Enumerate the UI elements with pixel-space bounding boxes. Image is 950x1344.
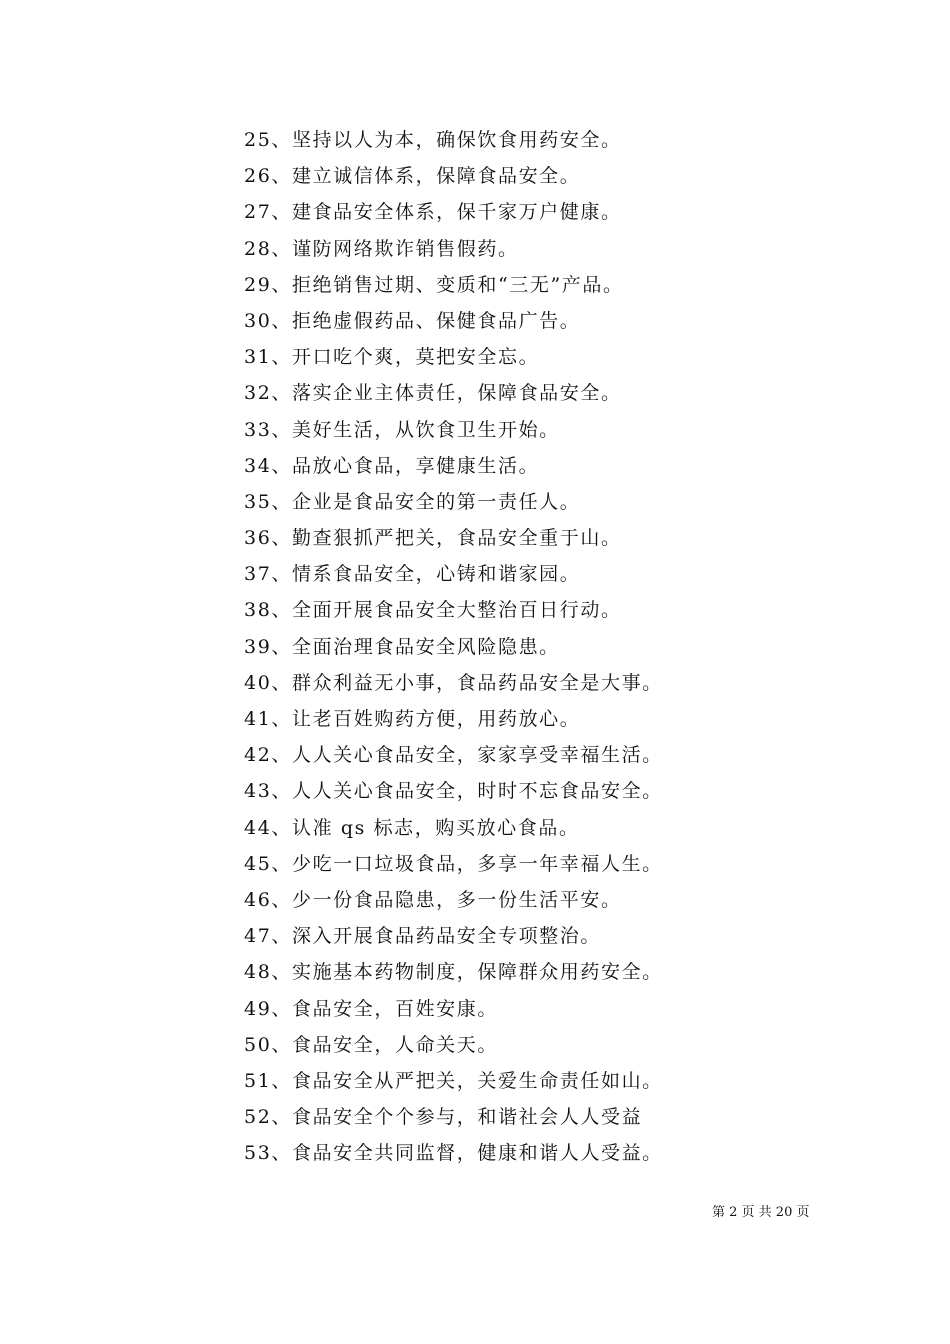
slogan-line: 49、食品安全，百姓安康。: [244, 997, 498, 1020]
slogan-line: 44、认准 qs 标志，购买放心食品。: [244, 816, 580, 839]
slogan-line: 45、少吃一口垃圾食品，多享一年幸福人生。: [244, 852, 663, 875]
slogan-line: 27、建食品安全体系，保千家万户健康。: [244, 201, 622, 224]
slogan-line: 28、谨防网络欺诈销售假药。: [244, 237, 519, 260]
slogan-line: 30、拒绝虚假药品、保健食品广告。: [244, 309, 581, 332]
slogan-line: 51、食品安全从严把关，关爱生命责任如山。: [244, 1069, 663, 1092]
slogan-line: 48、实施基本药物制度，保障群众用药安全。: [244, 961, 663, 984]
slogan-line: 52、食品安全个个参与，和谐社会人人受益: [244, 1106, 643, 1129]
slogan-line: 42、人人关心食品安全，家家享受幸福生活。: [244, 744, 663, 767]
slogan-line: 32、落实企业主体责任，保障食品安全。: [244, 382, 622, 405]
slogan-line: 31、开口吃个爽，莫把安全忘。: [244, 346, 540, 369]
slogan-line: 26、建立诚信体系，保障食品安全。: [244, 165, 581, 188]
slogan-line: 25、坚持以人为本，确保饮食用药安全。: [244, 129, 622, 151]
slogan-line: 39、全面治理食品安全风险隐患。: [244, 635, 560, 658]
slogan-list: [244, 122, 663, 1171]
slogan-line: 38、全面开展食品安全大整治百日行动。: [244, 599, 622, 622]
slogan-line: 47、深入开展食品药品安全专项整治。: [244, 925, 601, 948]
slogan-line: 29、拒绝销售过期、变质和“三无”产品。: [244, 273, 624, 296]
slogan-line: 50、食品安全，人命关天。: [244, 1033, 498, 1056]
slogan-line: 36、勤查狠抓严把关，食品安全重于山。: [244, 527, 622, 550]
slogan-line: 33、美好生活，从饮食卫生开始。: [244, 418, 560, 441]
slogan-line: 37、情系食品安全，心铸和谐家园。: [244, 563, 581, 586]
slogan-line: 43、人人关心食品安全，时时不忘食品安全。: [244, 780, 663, 803]
slogan-line: 34、品放心食品，享健康生活。: [244, 454, 540, 477]
slogan-line: 46、少一份食品隐患，多一份生活平安。: [244, 888, 622, 911]
slogan-line: 53、食品安全共同监督，健康和谐人人受益。: [244, 1142, 663, 1165]
slogan-line: 35、企业是食品安全的第一责任人。: [244, 490, 581, 513]
page-number-footer: 第 2 页 共 20 页: [712, 1205, 810, 1220]
slogan-line: 40、群众利益无小事，食品药品安全是大事。: [244, 671, 663, 694]
slogan-line: 41、让老百姓购药方便，用药放心。: [244, 708, 581, 730]
